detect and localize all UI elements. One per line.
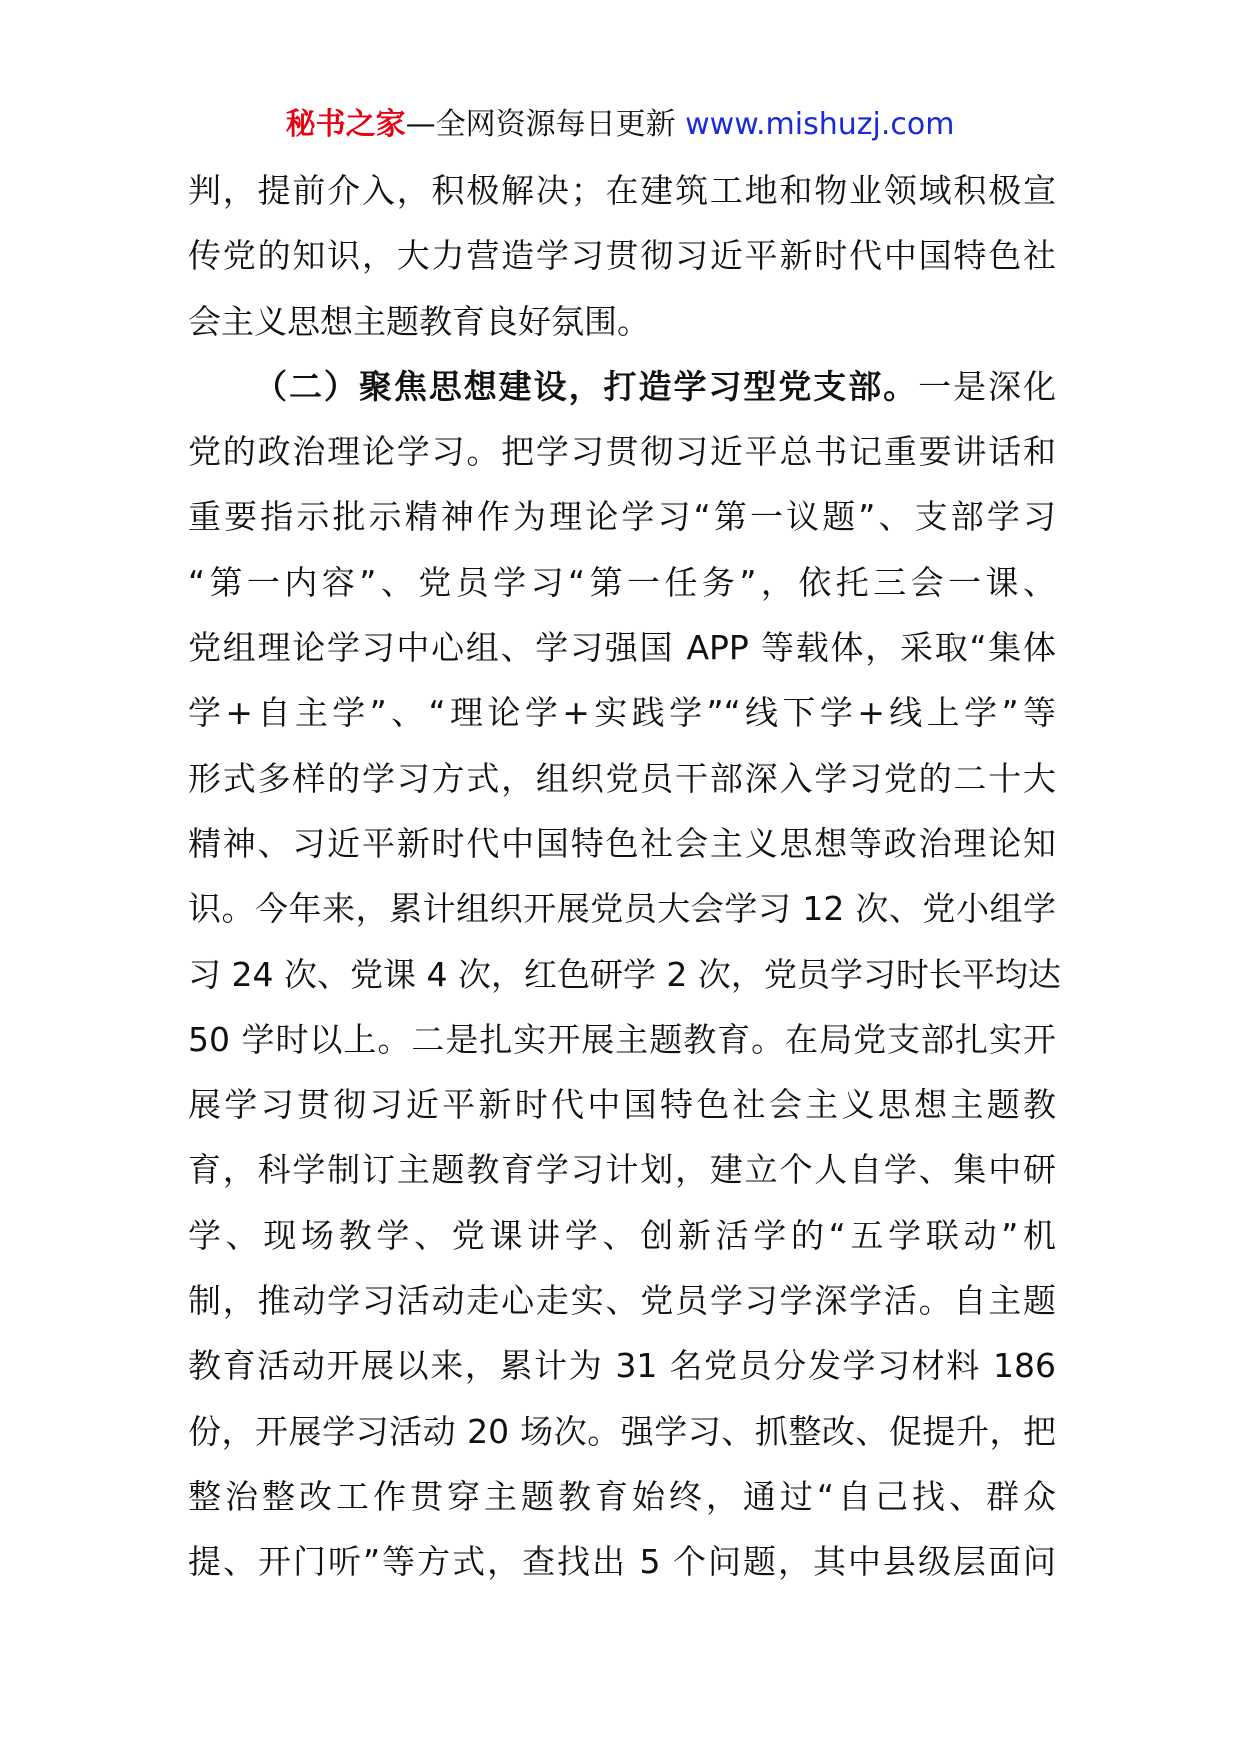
header-brand: 秘书之家 [285, 107, 406, 142]
paragraph-line: “第一内容”、党员学习“第一任务”，依托三会一课、 [188, 562, 1056, 602]
paragraph-line: 形式多样的学习方式，组织党员干部深入学习党的二十大 [188, 758, 1056, 798]
paragraph-line: 习 24 次、党课 4 次，红色研学 2 次，党员学习时长平均达 [188, 954, 1061, 994]
paragraph-line: 整治整改工作贯穿主题教育始终，通过“自己找、群众 [188, 1476, 1056, 1516]
paragraph-line: 传党的知识，大力营造学习贯彻习近平新时代中国特色社 [188, 236, 1056, 276]
paragraph-line: 展学习贯彻习近平新时代中国特色社会主义思想主题教 [188, 1085, 1056, 1125]
paragraph-line: 教育活动开展以来，累计为 31 名党员分发学习材料 186 [188, 1346, 1056, 1386]
paragraph-line: 识。今年来，累计组织开展党员大会学习 12 次、党小组学 [188, 889, 1056, 929]
page-header [0, 100, 1240, 150]
paragraph-line: 50 学时以上。二是扎实开展主题教育。在局党支部扎实开 [188, 1019, 1056, 1059]
paragraph-line: 制，推动学习活动走心走实、党员学习学深学活。自主题 [188, 1281, 1056, 1321]
document-body [188, 158, 1061, 1595]
section-heading: （二）聚焦思想建设，打造学习型党支部。 [254, 366, 919, 406]
paragraph-line: 学+自主学”、“理论学+实践学”“线下学+线上学”等 [188, 693, 1056, 733]
paragraph-line: 精神、习近平新时代中国特色社会主义思想等政治理论知 [188, 823, 1056, 863]
paragraph-line: 育，科学制订主题教育学习计划，建立个人自学、集中研 [188, 1150, 1056, 1190]
paragraph-line: 份，开展学习活动 20 场次。强学习、抓整改、促提升，把 [188, 1411, 1056, 1451]
paragraph-first-line [188, 354, 1056, 419]
paragraph-line: 提、开门听”等方式，查找出 5 个问题，其中县级层面问 [188, 1542, 1056, 1582]
paragraph-line-rest: 一是深化 [918, 366, 1057, 406]
paragraph-line: 学、现场教学、党课讲学、创新活学的“五学联动”机 [188, 1215, 1056, 1255]
paragraph-line: 会主义思想主题教育良好氛围。 [188, 301, 650, 341]
paragraph-line: 重要指示批示精神作为理论学习“第一议题”、支部学习 [188, 497, 1056, 537]
paragraph-line: 党组理论学习中心组、学习强国 APP 等载体，采取“集体 [188, 628, 1056, 668]
paragraph-line: 党的政治理论学习。把学习贯彻习近平总书记重要讲话和 [188, 432, 1056, 472]
header-url-link[interactable]: www.mishuzj.com [685, 107, 955, 142]
header-tagline: —全网资源每日更新 [405, 107, 676, 142]
paragraph-line: 判，提前介入，积极解决；在建筑工地和物业领域积极宣 [188, 171, 1056, 210]
